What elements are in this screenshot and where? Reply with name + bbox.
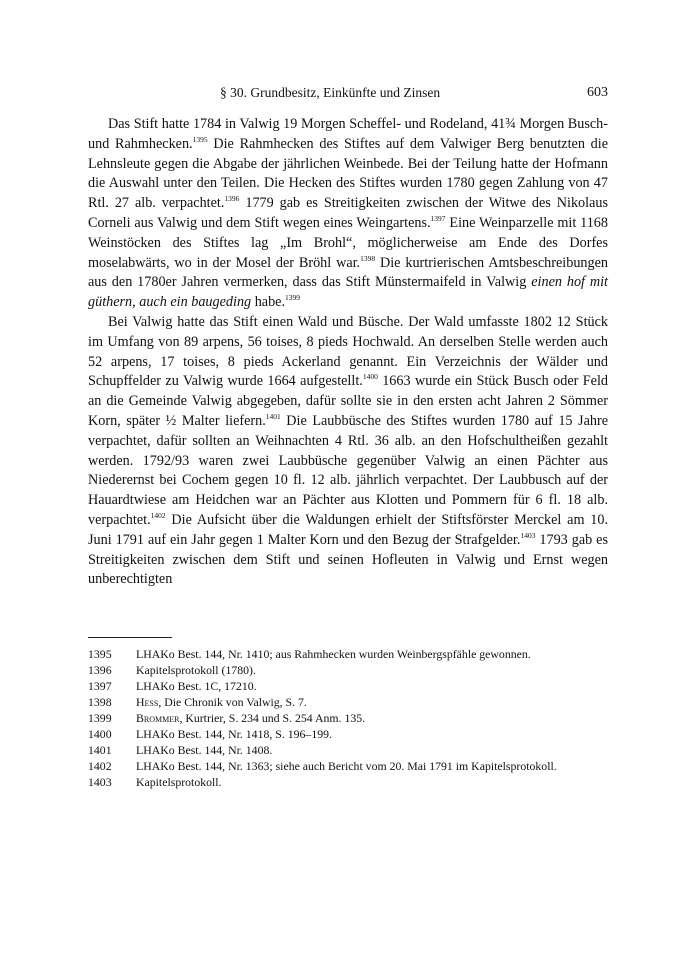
footnotes — [88, 646, 608, 790]
footnote-number: 1399 — [88, 711, 112, 725]
text-run: Das Stift hatte 1784 in Valwig 19 Morgen Scheffel- und Rodeland, 41¾ Morgen Busch- und Rahmhecken. — [88, 116, 608, 152]
main-text — [88, 115, 608, 590]
text-run: , Die Chronik von Valwig, S. 7. — [158, 695, 307, 709]
author-name: Hess — [136, 695, 159, 709]
text-run: LHAKo Best. 144, Nr. 1408. — [136, 743, 273, 757]
footnote — [88, 742, 608, 758]
running-header-title: § 30. Grundbesitz, Einkünfte und Zinsen — [220, 85, 441, 100]
running-header — [88, 85, 608, 105]
italic-quote: einen hof mit güthern, auch ein baugeding — [88, 274, 609, 311]
footnote-ref: 1397 — [430, 213, 446, 223]
footnote-ref: 1401 — [265, 411, 281, 421]
footnote-text — [136, 678, 608, 694]
footnote — [88, 758, 608, 774]
page-number: 603 — [587, 85, 608, 100]
footnote-number: 1403 — [88, 775, 112, 789]
footnote-text — [136, 646, 608, 662]
footnote-ref: 1395 — [192, 134, 208, 144]
text-run: Eine Weinparzelle mit 1168 Weinstöcken des Stiftes lag „Im Brohl“, möglicherweise am Ende des Dorfes moselabwärts, wo in der Mosel der Bröhl war. — [88, 214, 608, 271]
footnote-separator — [88, 637, 172, 638]
footnote-ref: 1398 — [360, 253, 376, 263]
footnote-number: 1400 — [88, 727, 112, 741]
text-run: , Kurtrier, S. 234 und S. 254 Anm. 135. — [179, 711, 366, 725]
footnote-ref: 1399 — [285, 293, 301, 303]
text-run: LHAKo Best. 144, Nr. 1418, S. 196–199. — [136, 727, 332, 741]
text-run: 1663 wurde ein Stück Busch oder Feld an die Gemeinde Valwig abgegeben, dafür sollte sie in den ersten acht Jahren 2 Sömmer Korn, später ½ Malter liefern. — [88, 373, 608, 429]
footnote — [88, 646, 608, 662]
paragraph — [88, 313, 608, 590]
footnote-ref: 1396 — [224, 194, 240, 204]
footnote-text — [136, 726, 608, 742]
text-run: Die Laubbüsche des Stiftes wurden 1780 auf 15 Jahre verpachtet, dafür sollten an Weihnachten 4 Rtl. 36 alb. an den Hofschultheißen gezahlt werden. 1792/93 waren zwei Laubbüsche gegenüber Valwig an einen Pächter aus Niederernst bei Cochem gegen 10 fl. 12 alb. jährlich verpachtet. Der Laubbusch auf der Hauardtwiese am Heidchen war an Pächter aus Klotten und Pommern für 6 fl. 18 alb. verpachtet. — [88, 412, 608, 528]
text-run: LHAKo Best. 144, Nr. 1363; siehe auch Bericht vom 20. Mai 1791 im Kapitelsprotokoll. — [136, 759, 557, 773]
text-run: 1779 gab es Streitigkeiten zwischen der Witwe des Nikolaus Corneli aus Valwig und dem Stift wegen eines Weingartens. — [88, 195, 608, 231]
text-run: habe. — [251, 294, 286, 311]
text-run: Kapitelsprotokoll. — [136, 775, 222, 789]
footnote-text — [136, 662, 608, 678]
footnote — [88, 726, 608, 742]
footnote-number: 1398 — [88, 695, 112, 709]
footnote — [88, 694, 608, 710]
footnote-number: 1397 — [88, 679, 112, 693]
text-run: 1793 gab es Streitigkeiten zwischen dem Stift und seinen Hofleuten in Valwig und Ernst wegen unberechtigten — [88, 531, 608, 588]
footnote-ref: 1402 — [150, 510, 166, 520]
footnote-text — [136, 774, 608, 790]
text-run: Die Rahmhecken des Stiftes auf dem Valwiger Berg benutzten die Lehnsleute gegen die Abgabe der jährlichen Weinbede. Bei der Teilung hatte der Hofmann die Auswahl unter den Teilen. Die Hecken des Stiftes wurden 1780 gegen Zahlung von 47 Rtl. 27 alb. verpachtet. — [88, 135, 608, 212]
footnote-ref: 1400 — [362, 372, 378, 382]
footnote-text — [136, 742, 608, 758]
footnote — [88, 710, 608, 726]
footnote-number: 1402 — [88, 759, 112, 773]
paragraph — [88, 115, 608, 313]
text-run: LHAKo Best. 1C, 17210. — [136, 679, 257, 693]
footnote-text — [136, 694, 608, 710]
footnote-number: 1395 — [88, 647, 112, 661]
footnote-text — [136, 710, 608, 726]
text-run: Die Aufsicht über die Waldungen erhielt der Stiftsförster Merckel am 10. Juni 1791 auf ein Jahr gegen 1 Malter Korn und den Bezug der Strafgelder. — [88, 511, 608, 548]
footnote-ref: 1403 — [520, 530, 536, 540]
text-run: Die kurtrierischen Amtsbeschreibungen aus den 1780er Jahren vermerken, dass das Stift Münstermaifeld in Valwig — [88, 254, 608, 291]
text-run: Bei Valwig hatte das Stift einen Wald und Büsche. Der Wald umfasste 1802 12 Stück im Umfang von 89 arpens, 56 toises, 8 pieds Hochwald. An derselben Stelle werden auch 52 arpens, 17 toises, 8 pieds Ackerland genannt. Ein Verzeichnis der Wälder und Schupffelder zu Valwig wurde 1664 aufgestellt. — [88, 313, 608, 390]
text-run: LHAKo Best. 144, Nr. 1410; aus Rahmhecken wurden Weinbergspfähle gewonnen. — [136, 647, 531, 661]
footnote-number: 1396 — [88, 663, 112, 677]
footnote-text — [136, 758, 608, 774]
footnote-number: 1401 — [88, 743, 112, 757]
footnote — [88, 678, 608, 694]
text-run: Kapitelsprotokoll (1780). — [136, 663, 256, 677]
footnote — [88, 662, 608, 678]
footnote — [88, 774, 608, 790]
author-name: Brommer — [136, 711, 180, 725]
